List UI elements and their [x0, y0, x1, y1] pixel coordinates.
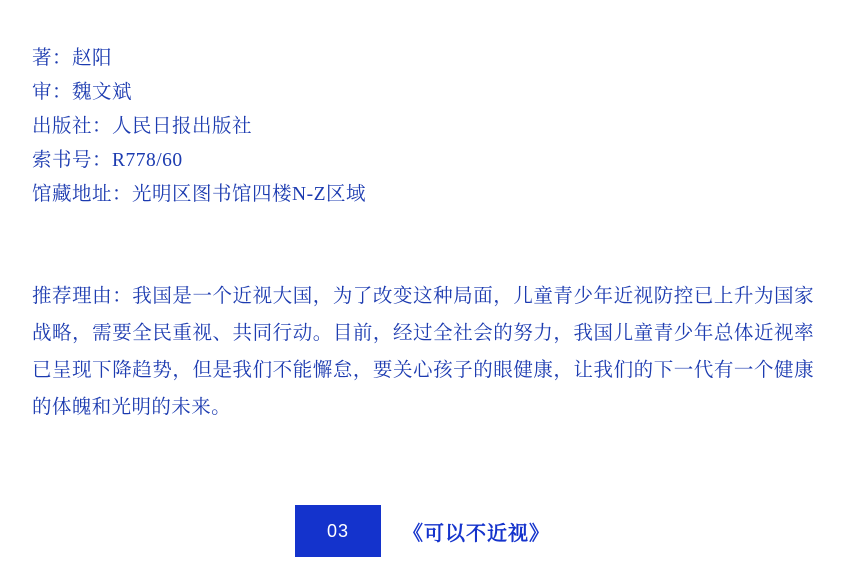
footer-book-title: 《可以不近视》 — [403, 522, 550, 545]
metadata-line-call-number: 索书号：R778/60 — [32, 150, 183, 171]
metadata-line-reviewer: 审：魏文斌 — [32, 82, 133, 103]
footer-inner — [295, 505, 550, 557]
recommendation-text: 推荐理由：我国是一个近视大国，为了改变这种局面，儿童青少年近视防控已上升为国家战略，需要全民重视、共同行动。目前，经过全社会的努力，我国儿童青少年总体近视率已呈现下降趋势，但是我们不能懈怠，要关心孩子的眼健康，让我们的下一代有一个健康的体魄和光明的未来。 — [32, 285, 814, 418]
metadata-block — [32, 42, 792, 212]
metadata-line-publisher: 出版社：人民日报出版社 — [32, 116, 253, 137]
page-number: 03 — [295, 505, 381, 557]
metadata-line-author: 著：赵阳 — [32, 48, 113, 69]
page-footer — [0, 505, 845, 557]
recommendation-block — [32, 258, 814, 445]
metadata-line-location: 馆藏地址：光明区图书馆四楼N-Z区域 — [32, 184, 366, 205]
